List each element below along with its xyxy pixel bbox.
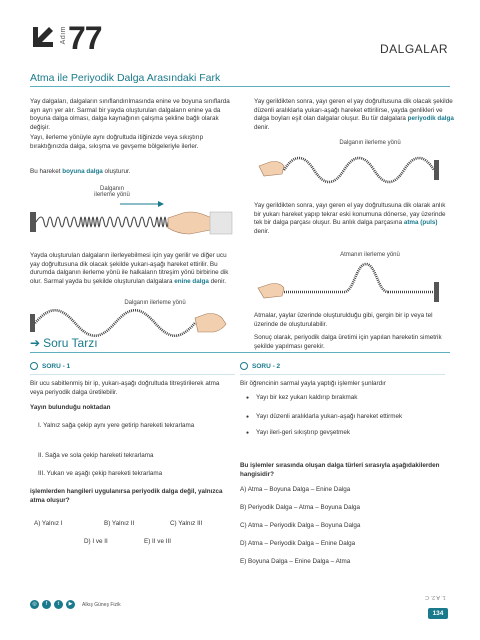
q2-option-b[interactable]: B) Periyodik Dalga – Atma – Boyuna Dalga bbox=[240, 504, 361, 511]
step-number: 77 bbox=[68, 20, 102, 56]
q2-option-c[interactable]: C) Atma – Periyodik Dalga – Boyuna Dalga bbox=[240, 522, 361, 529]
soru-divider bbox=[30, 352, 450, 353]
q1-option-d[interactable]: D) I ve II bbox=[84, 538, 108, 545]
q2-divider bbox=[240, 374, 445, 375]
q1-item-2: II. Sağa ve sola çekip hareketi tekrarlama bbox=[38, 452, 154, 459]
transverse-spring-figure bbox=[30, 306, 235, 340]
twitter-icon[interactable]: t bbox=[54, 600, 63, 609]
step-arrow-icon bbox=[30, 24, 56, 50]
q1-option-e[interactable]: E) II ve III bbox=[144, 538, 171, 545]
q2-text: Bir öğrencinin sarmal yayla yaptığı işlemler şunlardır bbox=[240, 380, 386, 387]
fig-left2-caption: Dalganın ilerleme yönü bbox=[124, 300, 186, 306]
q1-divider bbox=[30, 374, 235, 375]
left-paragraph-3: Bu hareket boyuna dalga oluşturur. bbox=[30, 168, 131, 175]
q2-option-a[interactable]: A) Atma – Boyuna Dalga – Enine Dalga bbox=[240, 486, 351, 493]
fig-right1-caption: Dalganın ilerleme yönü bbox=[339, 140, 401, 146]
social-links bbox=[30, 600, 121, 609]
q1-header: SORU - 1 bbox=[30, 362, 70, 370]
instagram-icon[interactable]: ◎ bbox=[30, 600, 39, 609]
section-divider bbox=[30, 86, 450, 87]
list-item: ● Yayı bir kez yukarı kaldırıp bırakmak bbox=[246, 394, 436, 403]
q2-question: Bu işlemler sırasında oluşan dalga türleri sırasıyla aşağıdakilerden hangisidir? bbox=[240, 462, 440, 478]
q1-lead: Yayın bulunduğu noktadan bbox=[30, 404, 111, 411]
q2-option-d[interactable]: D) Atma – Periyodik Dalga – Enine Dalga bbox=[240, 540, 356, 547]
unit-title: DALGALAR bbox=[379, 42, 448, 56]
q1-item-3: III. Yukarı ve aşağı çekip hareketi tekrarlama bbox=[38, 470, 163, 477]
q1-option-a[interactable]: A) Yalnız I bbox=[34, 520, 63, 527]
soru-tarzi-heading: ➔ Soru Tarzı bbox=[30, 336, 98, 350]
pulse-figure bbox=[254, 258, 454, 308]
right-paragraph-3: Atmalar, yaylar üzerinde oluşturulduğu gibi, gergin bir ip veya tel üzerinde de oluşturulabilir. bbox=[254, 312, 433, 328]
social-handle: Alkış Güneş Fizik bbox=[82, 601, 121, 608]
facebook-icon[interactable]: f bbox=[42, 600, 51, 609]
left-paragraph-4: Yayda oluşturulan dalgaların ilerleyebilmesi için yay gerilir ve diğer ucu yay doğrultusuna dik olacak şekilde yukarı-aşağı hareket ettirilir. Bu durumda dalganın ilerleme yönü ile halkaların titreşim yönü birbirine dik olur. Sarmal yayda bu şekilde oluşturulan dalgalara enine dalga denir. bbox=[30, 252, 229, 285]
q1-question: işlemlerden hangileri uygulanırsa periyodik dalga değil, yalnızca atma oluşur? bbox=[30, 488, 223, 504]
q1-option-b[interactable]: B) Yalnız II bbox=[104, 520, 135, 527]
arrow-right-icon: ➔ bbox=[30, 336, 41, 350]
q1-text: Bir ucu sabitlenmiş bir ip, yukarı-aşağı doğrultuda titreştirilerek atma veya periyodik dalga üretilebilir. bbox=[30, 380, 220, 396]
periodic-wave-figure bbox=[254, 150, 454, 190]
right-paragraph-2: Yay gerildikten sonra, yayı geren el yay doğrultusuna dik olarak anlık bir yukarı hareket yapıp tekrar eski konumuna dönerse, yay üzerinde tek bir dalga parçası oluşur. Bu anlık dalga parçasına atma (puls) denir. bbox=[254, 202, 446, 235]
q1-option-c[interactable]: C) Yalnız III bbox=[170, 520, 203, 527]
q2-bullet-list bbox=[246, 394, 436, 438]
section-title: Atma ile Periyodik Dalga Arasındaki Fark bbox=[30, 72, 221, 84]
list-item: ● Yayı düzenli aralıklarla yukarı-aşağı hareket ettirmek bbox=[246, 413, 436, 422]
question-circle-icon bbox=[240, 362, 248, 370]
list-item: ● Yayı ileri-geri sıkıştırıp gevşetmek bbox=[246, 429, 436, 438]
q2-header: SORU - 2 bbox=[240, 362, 280, 370]
q1-item-1: I. Yalnız sağa çekip aynı yere getirip hareketi tekrarlama bbox=[38, 422, 195, 429]
right-paragraph-1: Yay gerildikten sonra, yayı geren el yay doğrultusuna dik olacak şekilde düzenli aralıklarla yukarı-aşağı hareket ettirilirse, yayda genlikleri ve dalga boyları eşit olan dalgalar oluşur. Bu tür dalgalara periyodik dalga denir. bbox=[254, 98, 454, 131]
left-paragraph-1: Yay dalgaları, dalgaların sınıflandırılmasında enine ve boyuna sınıflarda ayrı ayrı yer alır. Sarmal bir yayda oluşturulan dalgaların enine ya da boyuna dalga olması, dalga kaynağının çalışma şekline bağlı olarak değişir. bbox=[30, 98, 230, 131]
fig-right2-caption: Atmanın ilerleme yönü bbox=[340, 252, 400, 258]
longitudinal-spring-figure bbox=[30, 200, 235, 248]
fig-left1-caption: Dalganın ilerleme yönü bbox=[94, 186, 130, 198]
question-circle-icon bbox=[30, 362, 38, 370]
answer-key: 1. A 2. C bbox=[425, 594, 446, 600]
page-number: 134 bbox=[428, 608, 448, 619]
left-paragraph-2: Yayı, ilerleme yönüyle aynı doğrultuda itiğinizde veya sıkıştırıp bıraktığınızda dalga, sıkışma ve gevşeme bölgeleriyle ilerler. bbox=[30, 134, 204, 150]
youtube-icon[interactable]: ▶ bbox=[66, 600, 75, 609]
q2-option-e[interactable]: E) Boyuna Dalga – Enine Dalga – Atma bbox=[240, 558, 351, 565]
adim-label: Adım bbox=[60, 26, 67, 45]
right-paragraph-4: Sonuç olarak, periyodik dalga üretimi için yapılan hareketin simetrik şekilde yapılması gerekir. bbox=[254, 334, 442, 350]
